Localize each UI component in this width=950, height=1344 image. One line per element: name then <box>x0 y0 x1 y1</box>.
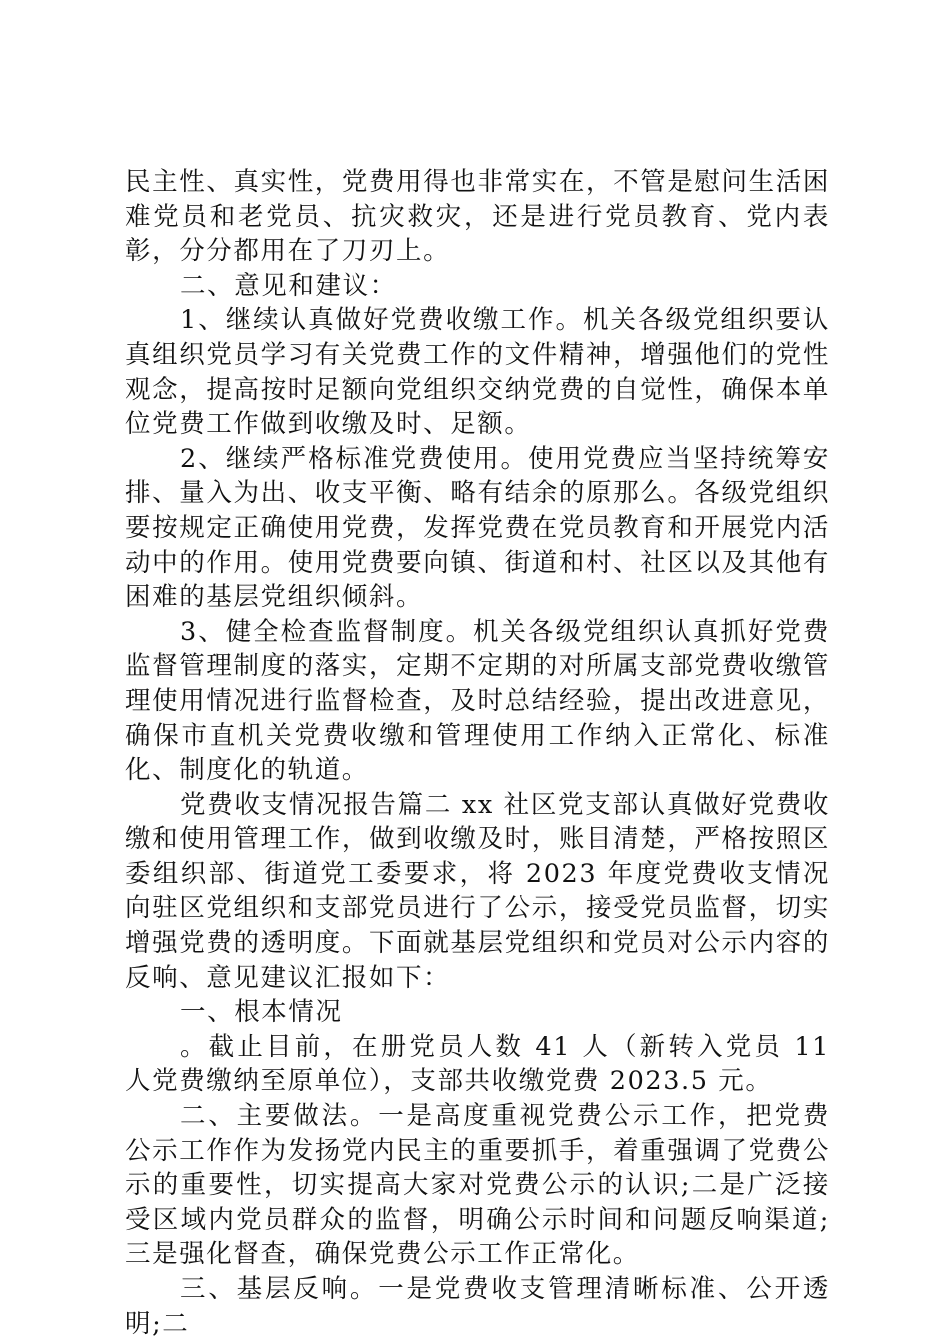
paragraph: 二、主要做法。一是高度重视党费公示工作，把党费公示工作作为发扬党内民主的重要抓手，着重强调了党费公示的重要性，切实提高大家对党费公示的认识;二是广泛接受区域内党员群众的监督，明确公示时间和问题反响渠道;三是强化督查，确保党费公示工作正常化。 <box>125 1101 830 1270</box>
paragraph: 3、健全检查监督制度。机关各级党组织认真抓好党费监督管理制度的落实，定期不定期的对所属支部党费收缴管理使用情况进行监督检查，及时总结经验，提出改进意见，确保市直机关党费收缴和管理使用工作纳入正常化、标准化、制度化的轨道。 <box>125 616 830 786</box>
section-heading: 二、意见和建议： <box>180 270 397 301</box>
paragraph: 2、继续严格标准党费使用。使用党费应当坚持统筹安排、量入为出、收支平衡、略有结余的原那么。各级党组织要按规定正确使用党费，发挥党费在党员教育和开展党内活动中的作用。使用党费要向镇、街道和村、社区以及其他有困难的基层党组织倾斜。 <box>125 443 830 613</box>
paragraph: 1、继续认真做好党费收缴工作。机关各级党组织要认真组织党员学习有关党费工作的文件精神，增强他们的党性观念，提高按时足额向党组织交纳党费的自觉性，确保本单位党费工作做到收缴及时、足额。 <box>125 305 830 440</box>
paragraph: 三、基层反响。一是党费收支管理清晰标准、公开透明;二 <box>125 1274 830 1339</box>
paragraph: 。截止目前，在册党员人数 41 人（新转入党员 11 人党费缴纳至原单位），支部共收缴党费 2023.5 元。 <box>125 1031 830 1097</box>
document-body <box>125 165 830 1341</box>
paragraph: 民主性、真实性，党费用得也非常实在，不管是慰问生活困难党员和老党员、抗灾救灾，还是进行党员教育、党内表彰，分分都用在了刀刃上。 <box>125 167 830 267</box>
paragraph: 党费收支情况报告篇二 xx 社区党支部认真做好党费收缴和使用管理工作，做到收缴及时，账目清楚，严格按照区委组织部、街道党工委要求，将 2023 年度党费收支情况向驻区党组织和支部党员进行了公示，接受党员监督，切实增强党费的透明度。下面就基层党组织和党员对公示内容的反响、意见建议汇报如下： <box>125 789 830 993</box>
section-heading: 一、根本情况 <box>180 997 343 1028</box>
